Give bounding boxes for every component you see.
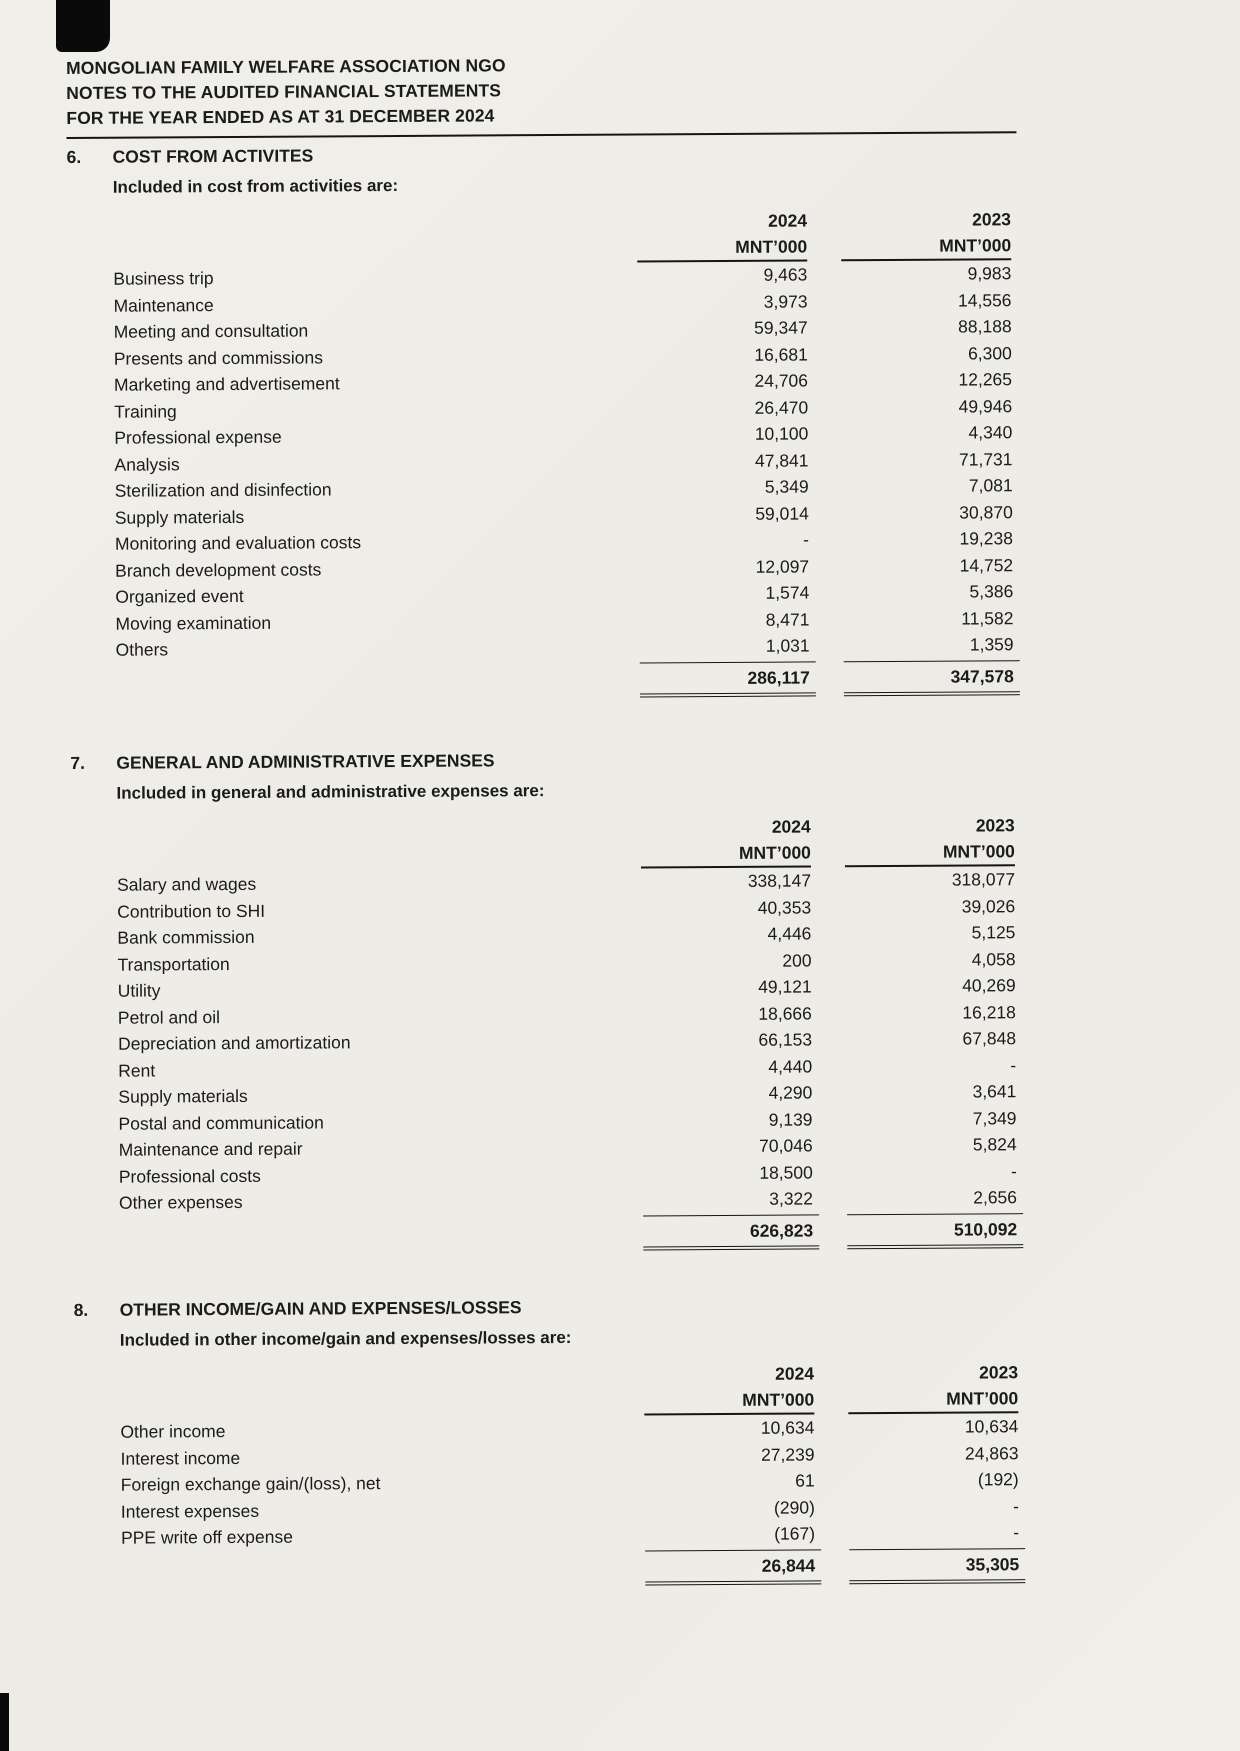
- column-year-2023: 2023: [979, 1362, 1019, 1383]
- total-value-2024: 286,117: [640, 661, 816, 698]
- column-2023: [841, 206, 1017, 261]
- column-2023: [845, 812, 1021, 867]
- row-label: Professional expense: [114, 426, 282, 448]
- section-subtitle: Included in other income/gain and expenses/losses are:: [119, 1327, 572, 1350]
- column-unit-2023: MNT’000: [845, 838, 1015, 867]
- total-value-2024: 26,844: [645, 1549, 821, 1586]
- row-label: Business trip: [113, 268, 214, 289]
- document-page: [66, 50, 1025, 1589]
- column-year-2023: 2023: [975, 815, 1015, 836]
- row-label: Bank commission: [117, 926, 255, 948]
- row-label: Moving examination: [115, 612, 272, 634]
- row-value-2023: -: [1010, 1160, 1017, 1181]
- row-value-2024: 9,463: [763, 264, 808, 285]
- table-column-headers: [67, 206, 1017, 266]
- row-value-2024: 4,446: [767, 923, 812, 944]
- row-value-2023: 5,386: [969, 581, 1014, 602]
- financial-table: [67, 206, 1020, 701]
- table-body: [71, 866, 1023, 1216]
- row-value-2023: 3,641: [972, 1081, 1017, 1102]
- row-label: Interest income: [120, 1447, 241, 1469]
- row-value-2024: 59,014: [755, 502, 809, 524]
- table-total-row: [73, 1211, 1023, 1254]
- row-value-2024: 3,322: [769, 1188, 814, 1209]
- row-value-2024: 18,500: [759, 1161, 813, 1183]
- row-value-2024: 10,100: [754, 423, 809, 444]
- row-value-2024: 16,681: [754, 343, 808, 365]
- row-value-2023: 4,340: [968, 422, 1013, 443]
- row-value-2024: 8,471: [765, 608, 810, 630]
- section-heading: [74, 1294, 1024, 1321]
- row-label: Foreign exchange gain/(loss), net: [120, 1473, 381, 1495]
- document-header: [66, 50, 1016, 131]
- row-value-2023: 14,752: [959, 554, 1014, 576]
- row-value-2023: 67,848: [962, 1028, 1017, 1049]
- row-label: Depreciation and amortization: [117, 1032, 351, 1054]
- row-value-2023: 5,824: [972, 1134, 1017, 1155]
- row-value-2024: 24,706: [754, 370, 809, 391]
- financial-table: [71, 812, 1024, 1254]
- row-label: Organized event: [115, 585, 244, 607]
- column-year-2024: 2024: [771, 816, 811, 837]
- note-section: [70, 747, 1023, 1254]
- column-2023: [848, 1359, 1024, 1414]
- column-2024: [644, 1360, 820, 1415]
- row-label: Salary and wages: [117, 873, 257, 895]
- column-unit-2023: MNT’000: [848, 1385, 1018, 1414]
- org-name: MONGOLIAN FAMILY WELFARE ASSOCIATION NGO: [66, 55, 506, 78]
- row-label: Marketing and advertisement: [113, 373, 340, 395]
- row-label: Maintenance and repair: [118, 1138, 303, 1160]
- section-heading: [67, 141, 1017, 168]
- row-value-2023: 39,026: [961, 895, 1016, 917]
- row-value-2023: 12,265: [958, 369, 1013, 390]
- total-value-2023: 510,092: [847, 1213, 1023, 1250]
- table-body: [67, 260, 1019, 663]
- column-unit-2024: MNT’000: [637, 233, 807, 262]
- row-value-2024: 3,973: [763, 290, 808, 312]
- row-value-2023: 88,188: [958, 316, 1012, 337]
- row-value-2024: 26,470: [754, 396, 809, 418]
- row-value-2023: 14,556: [957, 289, 1012, 311]
- row-value-2023: 49,946: [958, 395, 1013, 417]
- scan-artifact-top-left: [56, 0, 110, 52]
- row-value-2023: -: [1010, 1054, 1017, 1075]
- row-label: Other income: [120, 1421, 226, 1442]
- header-divider: [66, 131, 1016, 139]
- row-label: Supply materials: [114, 506, 245, 528]
- row-label: Monitoring and evaluation costs: [114, 532, 362, 554]
- row-label: Transportation: [117, 953, 230, 975]
- row-value-2023: 9,983: [967, 263, 1012, 284]
- row-value-2023: (192): [977, 1469, 1019, 1490]
- sections: [67, 141, 1026, 1589]
- section-heading: [70, 747, 1020, 774]
- row-value-2023: 71,731: [958, 448, 1013, 470]
- row-label: Branch development costs: [115, 558, 322, 581]
- row-value-2023: 318,077: [951, 869, 1016, 890]
- row-label: Analysis: [114, 453, 180, 475]
- column-year-2024: 2024: [768, 210, 808, 231]
- row-label: Professional costs: [118, 1165, 261, 1187]
- note-section: [67, 141, 1020, 701]
- row-label: PPE write off expense: [120, 1526, 293, 1548]
- section-subtitle: Included in cost from activities are:: [112, 175, 399, 197]
- row-value-2024: 5,349: [764, 476, 809, 497]
- row-value-2024: 66,153: [758, 1029, 813, 1050]
- row-value-2024: 9,139: [768, 1108, 813, 1130]
- row-value-2024: 27,239: [760, 1443, 815, 1465]
- row-value-2023: 10,634: [964, 1416, 1019, 1437]
- row-label: Presents and commissions: [113, 346, 324, 369]
- row-value-2023: 40,269: [962, 975, 1016, 996]
- row-value-2023: 24,863: [964, 1442, 1019, 1464]
- row-label: Others: [115, 639, 169, 660]
- row-value-2023: 11,582: [961, 607, 1014, 629]
- scan-artifact-bottom-left: [0, 1693, 9, 1751]
- row-value-2024: 61: [795, 1470, 815, 1491]
- row-value-2024: 12,097: [755, 555, 810, 577]
- row-label: Postal and communication: [118, 1111, 324, 1134]
- row-label: Maintenance: [113, 294, 214, 316]
- row-label: Meeting and consultation: [113, 320, 309, 342]
- section-number: 7.: [70, 752, 85, 773]
- row-value-2024: 1,031: [765, 635, 810, 656]
- row-value-2023: -: [1013, 1522, 1020, 1543]
- column-2024: [637, 207, 813, 262]
- row-value-2023: 2,656: [973, 1187, 1018, 1208]
- row-value-2024: 338,147: [747, 870, 812, 891]
- total-value-2023: 347,578: [844, 660, 1020, 697]
- note-section: [74, 1294, 1026, 1589]
- row-value-2024: 4,440: [768, 1055, 813, 1077]
- row-value-2023: 6,300: [967, 342, 1012, 363]
- row-value-2023: 4,058: [971, 948, 1016, 969]
- doc-period: FOR THE YEAR ENDED AS AT 31 DECEMBER 2024: [66, 105, 495, 128]
- row-value-2023: 5,125: [971, 922, 1016, 943]
- row-value-2024: 10,634: [760, 1417, 815, 1438]
- row-label: Petrol and oil: [117, 1006, 221, 1028]
- section-number: 6.: [66, 146, 82, 167]
- table-total-row: [75, 1546, 1025, 1589]
- row-label: Utility: [117, 980, 161, 1001]
- column-unit-2023: MNT’000: [841, 232, 1011, 261]
- row-value-2023: -: [1012, 1495, 1019, 1516]
- row-value-2023: 7,349: [972, 1107, 1017, 1128]
- doc-title: NOTES TO THE AUDITED FINANCIAL STATEMENTS: [66, 80, 502, 103]
- row-value-2024: 40,353: [757, 896, 812, 918]
- row-label: Supply materials: [118, 1085, 248, 1107]
- section-title: GENERAL AND ADMINISTRATIVE EXPENSES: [116, 750, 495, 773]
- table-body: [74, 1413, 1025, 1551]
- row-value-2023: 7,081: [968, 475, 1013, 496]
- row-label: Rent: [118, 1059, 156, 1081]
- row-value-2024: 47,841: [754, 449, 809, 471]
- row-label: Sterilization and disinfection: [114, 479, 332, 501]
- row-value-2024: (167): [774, 1523, 816, 1544]
- total-value-2024: 626,823: [643, 1214, 819, 1251]
- row-value-2023: 19,238: [959, 528, 1014, 549]
- section-subtitle: Included in general and administrative expenses are:: [116, 781, 545, 803]
- row-value-2024: 59,347: [754, 317, 808, 338]
- column-year-2024: 2024: [775, 1363, 815, 1384]
- row-value-2023: 16,218: [962, 1001, 1016, 1023]
- section-title: OTHER INCOME/GAIN AND EXPENSES/LOSSES: [119, 1297, 522, 1320]
- row-value-2024: 70,046: [759, 1135, 813, 1156]
- financial-table: [74, 1359, 1025, 1589]
- section-number: 8.: [73, 1299, 89, 1320]
- row-value-2023: 1,359: [969, 634, 1014, 655]
- row-value-2024: 1,574: [765, 582, 810, 603]
- column-unit-2024: MNT’000: [641, 839, 811, 868]
- section-title: COST FROM ACTIVITES: [112, 145, 314, 167]
- row-label: Contribution to SHI: [117, 900, 266, 922]
- table-total-row: [70, 658, 1020, 701]
- row-label: Training: [114, 400, 177, 422]
- column-year-2023: 2023: [972, 209, 1012, 230]
- row-label: Other expenses: [118, 1191, 243, 1213]
- row-value-2024: 49,121: [758, 976, 812, 997]
- row-label: Interest expenses: [120, 1500, 260, 1522]
- row-value-2023: 30,870: [959, 501, 1013, 523]
- row-value-2024: 200: [782, 949, 812, 971]
- column-unit-2024: MNT’000: [644, 1386, 814, 1415]
- row-value-2024: 4,290: [768, 1082, 813, 1103]
- table-column-headers: [74, 1359, 1024, 1419]
- row-value-2024: (290): [773, 1496, 815, 1518]
- table-column-headers: [71, 812, 1021, 872]
- row-value-2024: -: [803, 529, 810, 550]
- row-value-2024: 18,666: [758, 1002, 812, 1024]
- total-value-2023: 35,305: [849, 1548, 1025, 1585]
- column-2024: [641, 813, 817, 868]
